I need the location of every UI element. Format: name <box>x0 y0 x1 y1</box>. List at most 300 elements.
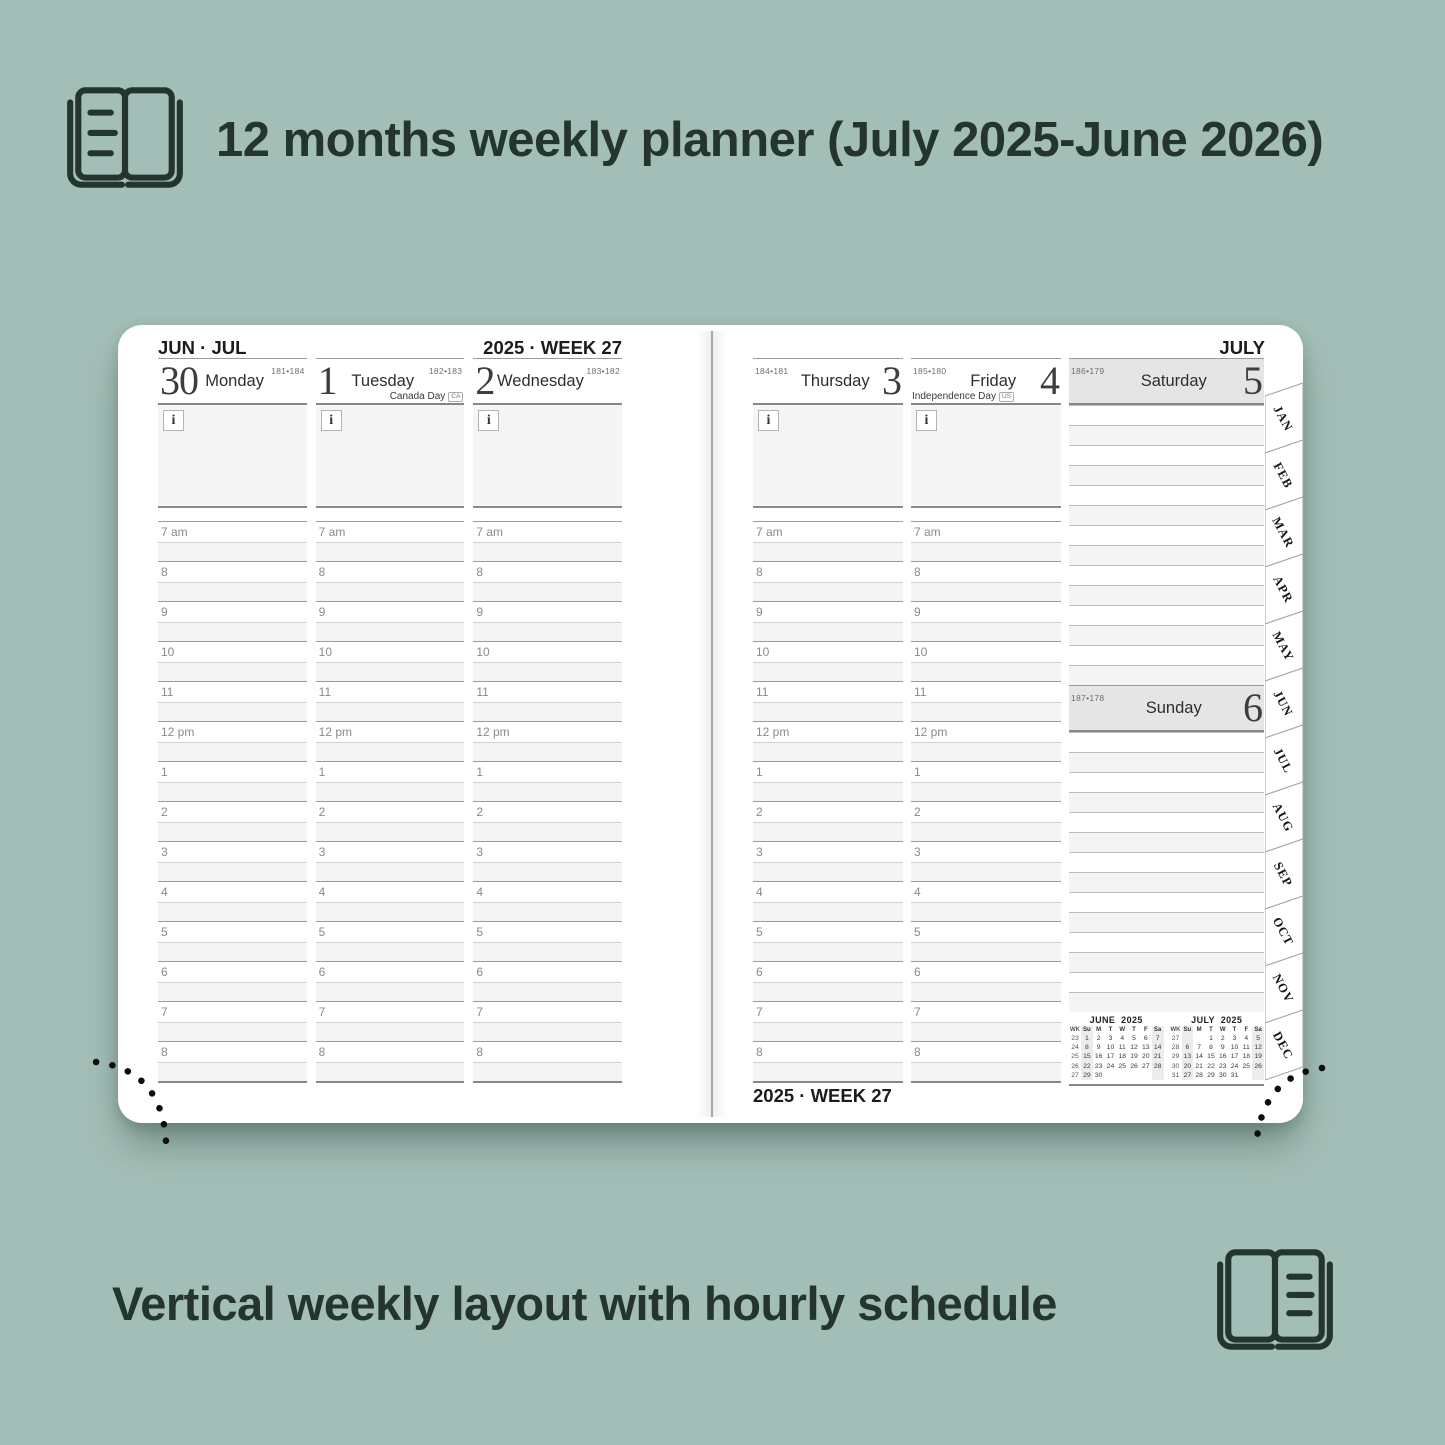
hour-label: 9 <box>911 602 1061 623</box>
hour-row <box>316 641 465 681</box>
info-icon: i <box>321 410 342 431</box>
month-tab-label: NOV <box>1269 971 1297 1006</box>
ruled-line <box>1069 952 1264 972</box>
mini-calendar-day: 19 <box>1252 1052 1264 1061</box>
hour-row <box>911 721 1061 761</box>
hour-label: 4 <box>753 882 903 903</box>
mini-calendar-day: 24 <box>1230 1062 1239 1070</box>
day-header <box>473 358 622 405</box>
hour-label: 4 <box>316 882 465 903</box>
half-hour-slot <box>158 1023 307 1041</box>
half-hour-slot <box>911 623 1061 641</box>
hour-grid <box>158 521 307 1083</box>
mini-calendar-day: 21 <box>1195 1062 1203 1070</box>
mini-calendar-header-cell: Sa <box>1152 1026 1164 1034</box>
hour-label: 8 <box>316 1042 465 1063</box>
mini-calendar-day: 17 <box>1106 1053 1115 1061</box>
hour-label: 7 <box>316 1002 465 1023</box>
half-hour-slot <box>911 863 1061 881</box>
hour-label: 8 <box>316 562 465 583</box>
top-caption: 12 months weekly planner (July 2025-June 2026) <box>216 113 1324 167</box>
half-hour-slot <box>753 863 903 881</box>
hour-label: 7 am <box>753 522 903 543</box>
half-hour-slot <box>316 983 465 1001</box>
right-page-columns <box>753 358 1265 1086</box>
mini-calendar-day: 13 <box>1142 1044 1150 1052</box>
half-hour-slot <box>158 663 307 681</box>
mini-calendar-header-cell: W <box>1119 1027 1126 1033</box>
half-hour-slot <box>911 1063 1061 1081</box>
hour-label: 8 <box>473 562 622 583</box>
hour-row <box>473 921 622 961</box>
half-hour-slot <box>753 823 903 841</box>
half-hour-slot <box>911 943 1061 961</box>
mini-calendar-day: 30 <box>1171 1062 1180 1070</box>
half-hour-slot <box>911 823 1061 841</box>
mini-calendar-day: 15 <box>1081 1052 1093 1061</box>
hour-label: 11 <box>158 682 307 703</box>
hour-row <box>753 1001 903 1041</box>
week-label: 2025 · WEEK 27 <box>483 337 622 358</box>
half-hour-slot <box>316 783 465 801</box>
mini-calendar-day: 9 <box>1220 1044 1225 1052</box>
mini-calendar-day: 23 <box>1218 1062 1227 1070</box>
hour-row <box>473 561 622 601</box>
mini-calendar-day <box>1140 1071 1152 1080</box>
mini-calendar-day: 6 <box>1143 1035 1148 1043</box>
half-hour-slot <box>473 983 622 1001</box>
mini-calendar-day: 27 <box>1182 1071 1194 1080</box>
mini-calendar-day: 11 <box>1242 1044 1250 1052</box>
half-hour-slot <box>316 743 465 761</box>
mini-calendar-day: 25 <box>1071 1053 1079 1061</box>
bottom-caption: Vertical weekly layout with hourly schedule <box>112 1277 1057 1330</box>
hour-row <box>911 601 1061 641</box>
left-page-header <box>158 337 622 359</box>
mini-calendar-day: 29 <box>1081 1071 1093 1080</box>
mini-calendar-day: 18 <box>1242 1053 1251 1061</box>
mini-calendar <box>1069 1015 1164 1084</box>
half-hour-slot <box>316 863 465 881</box>
hour-label: 2 <box>158 802 307 823</box>
hour-row <box>911 761 1061 801</box>
half-hour-slot <box>316 703 465 721</box>
holiday-label <box>912 391 1014 402</box>
mini-calendar-day: 29 <box>1171 1053 1180 1061</box>
mini-calendar-day: 10 <box>1106 1044 1115 1052</box>
half-hour-slot <box>473 583 622 601</box>
day-number: 2 <box>475 358 495 403</box>
hour-label: 11 <box>753 682 903 703</box>
mini-calendar-day <box>1193 1034 1205 1043</box>
hour-label: 10 <box>473 642 622 663</box>
ruled-line <box>1069 545 1264 565</box>
mini-calendar-header-cell: F <box>1244 1027 1249 1033</box>
day-column-tuesday <box>316 358 465 1083</box>
mini-calendar-day <box>1182 1034 1194 1043</box>
ruled-line <box>1069 665 1264 685</box>
ruled-line <box>1069 832 1264 852</box>
ruled-line <box>1069 425 1264 445</box>
mini-calendar-day: 16 <box>1094 1053 1103 1061</box>
hour-label: 5 <box>316 922 465 943</box>
hour-label: 12 pm <box>316 722 465 743</box>
hour-label: 8 <box>158 1042 307 1063</box>
day-of-year: 184•181 <box>755 366 789 376</box>
hour-label: 4 <box>911 882 1061 903</box>
day-column-friday <box>911 358 1061 1086</box>
hour-label: 8 <box>753 562 903 583</box>
half-hour-slot <box>473 943 622 961</box>
hour-label: 7 <box>158 1002 307 1023</box>
hour-label: 10 <box>753 642 903 663</box>
hour-label: 5 <box>473 922 622 943</box>
hour-row <box>911 1041 1061 1081</box>
half-hour-slot <box>158 903 307 921</box>
mini-calendar-day: 21 <box>1152 1052 1164 1061</box>
hour-row <box>316 761 465 801</box>
month-label: JULY <box>1219 337 1265 358</box>
mini-calendar-day: 11 <box>1118 1044 1126 1052</box>
info-icon: i <box>163 410 184 431</box>
half-hour-slot <box>158 543 307 561</box>
ruled-line <box>1069 992 1264 1012</box>
mini-calendar-day: 8 <box>1209 1044 1213 1052</box>
hour-label: 2 <box>473 802 622 823</box>
ruled-line <box>1069 565 1264 585</box>
hour-label: 11 <box>473 682 622 703</box>
hour-row <box>158 601 307 641</box>
mini-calendar <box>1170 1015 1265 1084</box>
notes-area <box>473 405 622 508</box>
mini-calendar-day: 14 <box>1195 1053 1203 1061</box>
ruled-line <box>1069 585 1264 605</box>
mini-calendar-day <box>1128 1071 1140 1080</box>
hour-row <box>911 641 1061 681</box>
day-header <box>316 358 465 405</box>
day-of-year: 185•180 <box>913 366 947 376</box>
hour-row <box>158 721 307 761</box>
hour-label: 6 <box>316 962 465 983</box>
hour-label: 8 <box>753 1042 903 1063</box>
mini-calendar-day: 25 <box>1118 1062 1127 1070</box>
mini-calendar-day: 8 <box>1081 1043 1093 1052</box>
hour-row <box>158 521 307 561</box>
info-icon: i <box>758 410 779 431</box>
mini-calendar-day: 2 <box>1220 1035 1225 1043</box>
hour-label: 12 pm <box>911 722 1061 743</box>
mini-calendar-header-cell: T <box>1132 1027 1136 1033</box>
hour-row <box>473 881 622 921</box>
day-number: 6 <box>1242 685 1262 730</box>
hour-label: 1 <box>473 762 622 783</box>
hour-grid <box>753 521 903 1083</box>
hour-label: 10 <box>911 642 1061 663</box>
weekend-header-sunday <box>1069 685 1264 732</box>
half-hour-slot <box>316 1063 465 1081</box>
month-tab-label: APR <box>1270 573 1297 606</box>
half-hour-slot <box>753 903 903 921</box>
ruled-line <box>1069 485 1264 505</box>
half-hour-slot <box>158 823 307 841</box>
notes-area <box>911 405 1061 508</box>
half-hour-slot <box>316 903 465 921</box>
open-planner-icon <box>60 82 190 194</box>
mini-calendar-day: 23 <box>1094 1062 1103 1070</box>
hour-row <box>473 681 622 721</box>
hour-row <box>473 841 622 881</box>
hour-label: 4 <box>473 882 622 903</box>
half-hour-slot <box>753 703 903 721</box>
mini-calendar-day: 24 <box>1071 1044 1079 1052</box>
half-hour-slot <box>911 583 1061 601</box>
mini-calendar-header-cell: T <box>1108 1027 1113 1033</box>
hour-grid <box>473 521 622 1083</box>
mini-calendar-day: 4 <box>1120 1035 1125 1043</box>
day-number: 4 <box>1039 358 1059 403</box>
mini-calendar-day: 9 <box>1096 1044 1101 1052</box>
half-hour-slot <box>473 1023 622 1041</box>
day-name: Sunday <box>1145 698 1202 717</box>
mini-calendar-header-cell: T <box>1232 1027 1237 1033</box>
mini-calendar-header-cell: M <box>1196 1027 1202 1033</box>
mini-calendar-day: 30 <box>1094 1071 1103 1079</box>
mini-calendar-grid <box>1069 1026 1164 1080</box>
day-column-thursday <box>753 358 903 1086</box>
open-planner-icon <box>1210 1244 1340 1356</box>
sunday-lines <box>1069 732 1264 1012</box>
hour-label: 10 <box>158 642 307 663</box>
hour-row <box>753 721 903 761</box>
hour-row <box>473 761 622 801</box>
half-hour-slot <box>753 1023 903 1041</box>
half-hour-slot <box>316 823 465 841</box>
hour-row <box>158 761 307 801</box>
half-hour-slot <box>911 703 1061 721</box>
half-hour-slot <box>158 743 307 761</box>
half-hour-slot <box>473 663 622 681</box>
hour-row <box>158 1001 307 1041</box>
hour-row <box>158 961 307 1001</box>
half-hour-slot <box>911 743 1061 761</box>
mini-calendar-day: 28 <box>1152 1062 1164 1071</box>
mini-calendar-day: 27 <box>1171 1035 1180 1043</box>
hour-row <box>316 801 465 841</box>
hour-label: 3 <box>473 842 622 863</box>
hour-label: 1 <box>158 762 307 783</box>
hour-label: 12 pm <box>158 722 307 743</box>
mini-calendar-header-cell: Su <box>1081 1026 1093 1034</box>
hour-row <box>316 1041 465 1081</box>
half-hour-slot <box>753 543 903 561</box>
ruled-line <box>1069 445 1264 465</box>
day-name: Thursday <box>800 371 870 390</box>
hour-row <box>158 1041 307 1081</box>
hour-row <box>316 881 465 921</box>
hour-label: 11 <box>316 682 465 703</box>
day-name: Friday <box>970 371 1017 390</box>
mini-calendar-day: 2 <box>1096 1035 1101 1043</box>
day-name: Tuesday <box>351 371 415 390</box>
holiday-name: Canada Day <box>389 391 446 402</box>
month-tab-strip <box>1265 382 1305 1094</box>
half-hour-slot <box>473 823 622 841</box>
half-hour-slot <box>473 863 622 881</box>
holiday-country-tag: US <box>999 392 1014 402</box>
hour-label: 3 <box>911 842 1061 863</box>
half-hour-slot <box>473 623 622 641</box>
hour-label: 1 <box>316 762 465 783</box>
hour-label: 2 <box>316 802 465 823</box>
hour-row <box>753 961 903 1001</box>
hour-label: 7 am <box>473 522 622 543</box>
hour-label: 6 <box>158 962 307 983</box>
mini-calendar-day: 14 <box>1152 1043 1164 1052</box>
ruled-line <box>1069 932 1264 952</box>
hour-label: 6 <box>911 962 1061 983</box>
half-hour-slot <box>473 903 622 921</box>
mini-calendar-day: 25 <box>1242 1062 1251 1070</box>
notes-area <box>316 405 465 508</box>
hour-label: 11 <box>911 682 1061 703</box>
mini-calendar-day <box>1152 1071 1164 1080</box>
mini-calendar-day: 19 <box>1130 1053 1138 1061</box>
mini-calendar-day: 10 <box>1230 1044 1239 1052</box>
hour-row <box>316 721 465 761</box>
month-tab-label: MAY <box>1269 629 1297 664</box>
mini-calendar-day: 6 <box>1182 1043 1194 1052</box>
hour-row <box>316 521 465 561</box>
month-tab-label: AUG <box>1269 800 1297 835</box>
mini-calendar-day: 12 <box>1130 1044 1138 1052</box>
mini-calendars <box>1069 1012 1264 1086</box>
hour-row <box>316 601 465 641</box>
day-header <box>911 358 1061 405</box>
month-tab-label: JUN <box>1270 688 1296 719</box>
notes-area <box>753 405 903 508</box>
mini-calendar-day: 20 <box>1182 1062 1194 1071</box>
hour-row <box>316 681 465 721</box>
mini-calendar-day: 1 <box>1209 1035 1213 1043</box>
mini-calendar-day: 26 <box>1071 1062 1079 1070</box>
day-number: 1 <box>317 358 337 403</box>
mini-calendar-day: 13 <box>1182 1052 1194 1061</box>
hour-label: 9 <box>753 602 903 623</box>
info-icon: i <box>916 410 937 431</box>
mini-calendar-header-cell: WK <box>1070 1027 1080 1033</box>
hour-row <box>316 921 465 961</box>
mini-calendar-day: 27 <box>1142 1062 1150 1070</box>
hour-label: 10 <box>316 642 465 663</box>
half-hour-slot <box>911 663 1061 681</box>
hour-label: 8 <box>158 562 307 583</box>
month-tab-label: MAR <box>1269 514 1298 551</box>
left-page-columns <box>158 358 622 1083</box>
hour-row <box>316 961 465 1001</box>
hour-row <box>158 801 307 841</box>
month-tab-label: FEB <box>1270 460 1296 491</box>
ruled-line <box>1069 732 1264 752</box>
month-tab-label: DEC <box>1270 1029 1297 1062</box>
day-number: 3 <box>881 358 901 403</box>
half-hour-slot <box>158 1063 307 1081</box>
holiday-label <box>390 391 464 402</box>
month-tab-label: JUL <box>1270 745 1296 776</box>
page-gutter-line <box>711 331 713 1117</box>
hour-row <box>473 961 622 1001</box>
mini-calendar-day: 31 <box>1230 1071 1239 1079</box>
half-hour-slot <box>911 783 1061 801</box>
half-hour-slot <box>753 983 903 1001</box>
ruled-line <box>1069 852 1264 872</box>
hour-row <box>158 561 307 601</box>
mini-calendar-day <box>1105 1071 1117 1080</box>
holiday-name: Independence Day <box>912 391 996 402</box>
hour-row <box>316 841 465 881</box>
weekend-column <box>1069 358 1264 1086</box>
hour-label: 7 <box>911 1002 1061 1023</box>
half-hour-slot <box>473 1063 622 1081</box>
mini-calendar-header-cell: T <box>1209 1027 1213 1033</box>
mini-calendar-day: 7 <box>1197 1044 1202 1052</box>
mini-calendar-day: 3 <box>1232 1035 1237 1043</box>
hour-row <box>753 1041 903 1081</box>
hour-row <box>753 521 903 561</box>
mini-calendar-day: 12 <box>1252 1043 1264 1052</box>
ruled-line <box>1069 792 1264 812</box>
mini-calendar-day: 15 <box>1207 1053 1215 1061</box>
half-hour-slot <box>911 1023 1061 1041</box>
hour-row <box>316 1001 465 1041</box>
notes-area <box>158 405 307 508</box>
hour-label: 8 <box>911 1042 1061 1063</box>
mini-calendar-day: 22 <box>1081 1062 1093 1071</box>
mini-calendar-day: 31 <box>1171 1071 1180 1079</box>
hour-label: 2 <box>753 802 903 823</box>
hour-row <box>158 921 307 961</box>
hour-label: 6 <box>753 962 903 983</box>
day-of-year: 182•183 <box>428 366 463 376</box>
mini-calendar-title: JULY 2025 <box>1191 1015 1243 1025</box>
mini-calendar-day <box>1252 1071 1264 1080</box>
hour-label: 3 <box>753 842 903 863</box>
hour-row <box>158 841 307 881</box>
month-tab-label: SEP <box>1270 859 1296 890</box>
mini-calendar-day: 7 <box>1152 1034 1164 1043</box>
half-hour-slot <box>316 943 465 961</box>
hour-label: 7 am <box>316 522 465 543</box>
mini-calendar-header-cell: F <box>1143 1027 1148 1033</box>
planner-spread <box>118 325 1303 1123</box>
day-name: Wednesday <box>497 371 584 390</box>
hour-row <box>158 681 307 721</box>
hour-row <box>753 561 903 601</box>
half-hour-slot <box>158 623 307 641</box>
hour-grid <box>316 521 465 1083</box>
mini-calendar-day: 29 <box>1207 1071 1215 1079</box>
half-hour-slot <box>753 583 903 601</box>
hour-label: 8 <box>473 1042 622 1063</box>
hour-row <box>753 921 903 961</box>
hour-label: 6 <box>473 962 622 983</box>
mini-calendar-day: 28 <box>1195 1071 1203 1079</box>
hour-label: 5 <box>158 922 307 943</box>
mini-calendar-grid <box>1170 1026 1265 1080</box>
ruled-line <box>1069 872 1264 892</box>
hour-label: 9 <box>316 602 465 623</box>
half-hour-slot <box>753 623 903 641</box>
hour-grid <box>911 521 1061 1083</box>
